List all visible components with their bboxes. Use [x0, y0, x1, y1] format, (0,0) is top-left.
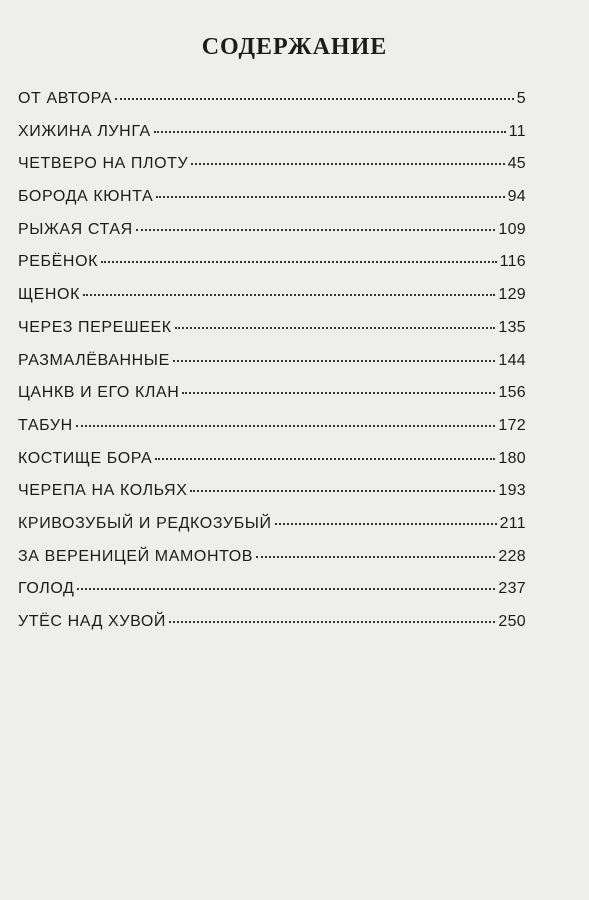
toc-entry — [18, 155, 526, 188]
toc-entry-title: ГОЛОД — [18, 580, 75, 598]
toc-entry-title: УТЁС НАД ХУВОЙ — [18, 613, 166, 630]
toc-entry-page: 135 — [498, 318, 526, 336]
dot-leader — [76, 425, 496, 427]
toc-entry-title: ОТ АВТОРА — [18, 90, 113, 107]
toc-entry — [18, 580, 526, 613]
toc-entry-page: 129 — [498, 286, 526, 304]
dot-leader — [156, 196, 504, 198]
toc-entry-page: 172 — [498, 416, 526, 434]
toc-entry-title: КРИВОЗУБЫЙ И РЕДКОЗУБЫЙ — [18, 514, 272, 532]
toc-entry-page: 94 — [507, 188, 526, 206]
dot-leader — [77, 588, 495, 590]
toc-entry — [18, 384, 526, 417]
toc-entry-title: БОРОДА КЮНТА — [18, 188, 154, 206]
toc-entry — [18, 352, 526, 385]
toc-entry-title: ЧЕТВЕРО НА ПЛОТУ — [18, 155, 189, 173]
toc-entry-page: 180 — [498, 449, 526, 467]
toc-entry-page: 250 — [498, 613, 526, 630]
toc-entry-page: 144 — [498, 351, 526, 369]
toc-entry-page: 193 — [498, 482, 526, 500]
dot-leader — [169, 621, 495, 623]
dot-leader — [115, 98, 514, 100]
toc-entry-title: ТАБУН — [18, 416, 73, 434]
dot-leader — [256, 556, 495, 558]
toc-entry-page: 45 — [507, 155, 526, 173]
dot-leader — [83, 294, 495, 296]
toc-entry — [18, 515, 526, 548]
toc-entry — [18, 90, 526, 123]
toc-entry — [18, 253, 526, 286]
toc-entry-page: 228 — [498, 547, 526, 565]
toc-entry-title: ХИЖИНА ЛУНГА — [18, 122, 151, 140]
toc-entry-title: ЩЕНОК — [18, 286, 80, 304]
toc-entry-title: ЧЕРЕПА НА КОЛЬЯХ — [18, 482, 188, 500]
toc-entry-page: 116 — [499, 253, 526, 271]
toc-entry — [18, 548, 526, 581]
page-title: СОДЕРЖАНИЕ — [201, 34, 388, 60]
toc-entry — [18, 417, 526, 450]
toc-entry-title: ЗА ВЕРЕНИЦЕЙ МАМОНТОВ — [18, 547, 254, 565]
toc-entry-title: РЫЖАЯ СТАЯ — [18, 220, 133, 238]
dot-leader — [101, 261, 497, 263]
toc-entry — [18, 123, 526, 156]
dot-leader — [175, 327, 496, 329]
toc-entry — [18, 188, 526, 221]
toc-entry — [18, 450, 526, 483]
toc-entry-title: РАЗМАЛЁВАННЫЕ — [18, 351, 170, 369]
dot-leader — [173, 360, 496, 362]
toc-entry — [18, 319, 526, 352]
toc-entry-title: ЧЕРЕЗ ПЕРЕШЕЕК — [18, 318, 172, 336]
dot-leader — [191, 163, 504, 165]
toc-entry — [18, 613, 526, 646]
dot-leader — [275, 523, 497, 525]
table-of-contents — [18, 90, 526, 646]
dot-leader — [136, 229, 496, 231]
toc-entry-page: 156 — [498, 384, 526, 402]
dot-leader — [154, 131, 506, 133]
toc-entry-page: 11 — [508, 122, 526, 140]
dot-leader — [155, 458, 495, 460]
toc-entry-page: 5 — [516, 90, 526, 107]
toc-entry-title: ЦАНКВ И ЕГО КЛАН — [18, 384, 180, 402]
toc-entry-title: КОСТИЩЕ БОРА — [18, 449, 153, 467]
toc-entry-page: 211 — [499, 514, 526, 532]
toc-entry — [18, 482, 526, 515]
toc-entry — [18, 221, 526, 254]
dot-leader — [190, 490, 495, 492]
dot-leader — [182, 392, 495, 394]
toc-entry-page: 237 — [498, 580, 526, 598]
toc-entry — [18, 286, 526, 319]
toc-entry-page: 109 — [498, 220, 526, 238]
toc-entry-title: РЕБЁНОК — [18, 253, 99, 271]
